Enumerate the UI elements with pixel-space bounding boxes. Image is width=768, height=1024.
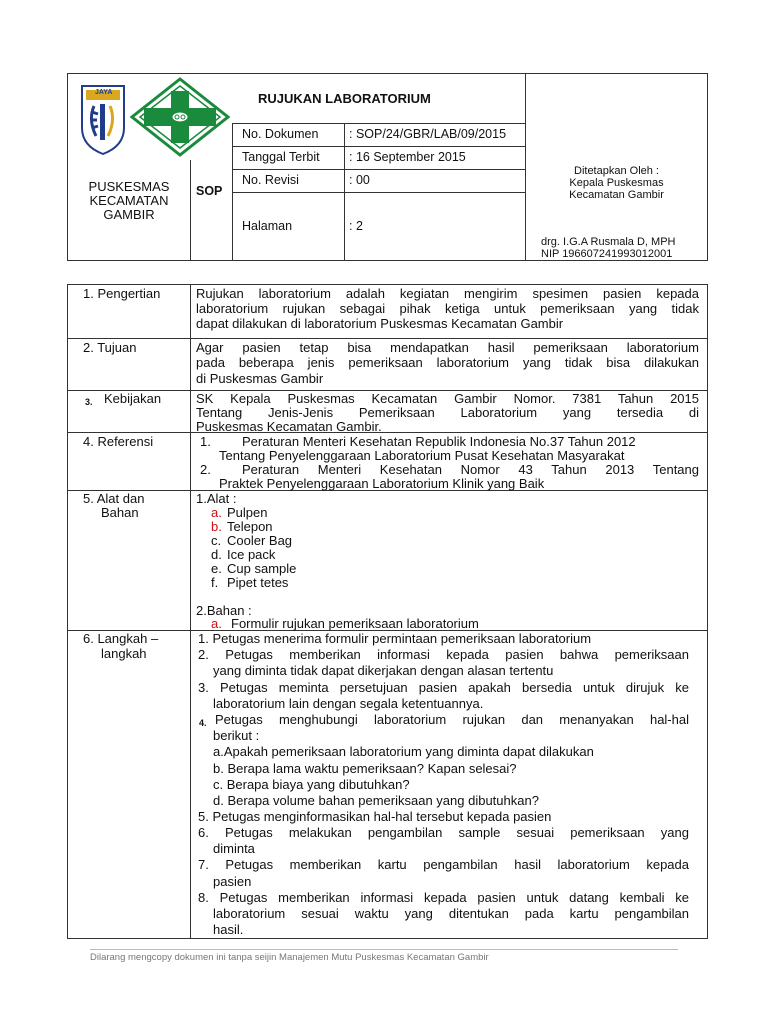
alat-item-letter: e. — [211, 561, 222, 576]
bahan-title: 2.Bahan : — [196, 603, 252, 618]
langkah-line: a.Apakah pemeriksaan laboratorium yang diminta dapat dilakukan — [213, 744, 594, 759]
pengertian-line3: dapat dilakukan di laboratorium Puskesmas Kecamatan Gambir — [196, 316, 564, 331]
referensi-2-num: 2. — [200, 462, 211, 477]
referensi-1-line1: Peraturan Menteri Kesehatan Republik Indonesia No.37 Tahun 2012 — [242, 434, 636, 449]
label-langkah-line1: 6. Langkah – — [83, 631, 159, 646]
langkah-line: berikut : — [213, 728, 260, 743]
org-name-line1: PUSKESMAS — [88, 179, 170, 194]
alat-item-text: Telepon — [227, 519, 273, 534]
label-pengertian: 1. Pengertian — [83, 286, 161, 301]
langkah-line: Petugas menghubungi laboratorium rujukan dan menanyakan hal-hal — [215, 712, 689, 727]
alat-item-letter: c. — [211, 533, 222, 548]
alat-item-text: Pipet tetes — [227, 575, 289, 590]
langkah-line: laboratorium sesuai waktu yang ditentukan pada kartu pengambilan — [213, 906, 689, 921]
kebijakan-line3: Puskesmas Kecamatan Gambir. — [196, 419, 382, 434]
field-label-revisi: No. Revisi — [242, 173, 299, 187]
jaya-logo — [80, 84, 126, 156]
label-kebijakan: Kebijakan — [104, 391, 162, 406]
langkah-line: d. Berapa volume bahan pemeriksaan yang dibutuhkan? — [213, 793, 539, 808]
alat-title: 1.Alat : — [196, 491, 237, 506]
label-langkah-line2: langkah — [101, 646, 147, 661]
footer-note: Dilarang mengcopy dokumen ini tanpa seijin Manajemen Mutu Puskesmas Kecamatan Gambir — [90, 952, 489, 963]
langkah-line: 3. Petugas meminta persetujuan pasien apakah bersedia untuk dirujuk ke — [198, 680, 689, 695]
langkah-line: 2. Petugas memberikan informasi kepada pasien bahwa pemeriksaan — [198, 647, 689, 662]
kebijakan-line1: SK Kepala Puskesmas Kecamatan Gambir Nomor. 7381 Tahun 2015 — [196, 391, 699, 406]
page-title: RUJUKAN LABORATORIUM — [258, 91, 431, 106]
label-tujuan: 2. Tujuan — [83, 340, 137, 355]
field-label-halaman: Halaman — [242, 219, 293, 233]
alat-item-text: Pulpen — [227, 505, 268, 520]
alat-item-letter: b. — [211, 519, 222, 534]
kebijakan-num: 3. — [85, 397, 93, 407]
langkah-line: 6. Petugas melakukan pengambilan sample sesuai pemeriksaan yang — [198, 825, 689, 840]
logo-text: JAYA — [95, 89, 113, 96]
label-alat-line1: 5. Alat dan — [83, 491, 145, 506]
langkah-line: laboratorium lain dengan segala ketentuannya. — [213, 696, 484, 711]
referensi-2-line1: Peraturan Menteri Kesehatan Nomor 43 Tahun 2013 Tentang — [242, 462, 699, 477]
org-name-line3: GAMBIR — [103, 207, 155, 222]
alat-item-letter: a. — [211, 505, 222, 520]
field-value-dokumen: : SOP/24/GBR/LAB/09/2015 — [349, 127, 507, 141]
alat-item-letter: d. — [211, 547, 222, 562]
alat-item-text: Cup sample — [227, 561, 297, 576]
tujuan-line2: pada beberapa jenis pemeriksaan laboratorium yang tidak bisa dilakukan — [196, 355, 699, 370]
field-label-tanggal: Tanggal Terbit — [242, 150, 320, 164]
field-value-halaman: : 2 — [349, 219, 363, 233]
alat-item-letter: f. — [211, 575, 219, 590]
langkah-line: 1. Petugas menerima formulir permintaan pemeriksaan laboratorium — [198, 631, 592, 646]
alat-item-text: Ice pack — [227, 547, 276, 562]
puskesmas-logo — [128, 76, 232, 158]
langkah-line: 7. Petugas memberikan kartu pengambilan hasil laboratorium kepada — [198, 857, 689, 872]
tujuan-line1: Agar pasien tetap bisa mendapatkan hasil pemeriksaan laboratorium — [196, 340, 699, 355]
label-referensi: 4. Referensi — [83, 434, 154, 449]
alat-item-text: Cooler Bag — [227, 533, 293, 548]
approval-line1: Ditetapkan Oleh : — [574, 165, 659, 177]
tujuan-line3: di Puskesmas Gambir — [196, 371, 324, 386]
langkah-line: 8. Petugas memberikan informasi kepada pasien untuk datang kembali ke — [198, 890, 689, 905]
langkah-line: 5. Petugas menginformasikan hal-hal tersebut kepada pasien — [198, 809, 552, 824]
pengertian-line2: laboratorium rujukan sebagai pihak ketiga untuk pemeriksaan yang tidak — [196, 301, 699, 316]
langkah-line: c. Berapa biaya yang dibutuhkan? — [213, 777, 410, 792]
approval-line2: Kepala Puskesmas — [569, 177, 664, 189]
langkah-line: hasil. — [213, 922, 244, 937]
field-label-dokumen: No. Dokumen — [242, 127, 319, 141]
pengertian-line1: Rujukan laboratorium adalah kegiatan mengirim spesimen pasien kepada — [196, 286, 699, 301]
langkah-line: b. Berapa lama waktu pemeriksaan? Kapan selesai? — [213, 761, 517, 776]
approval-nip: NIP 196607241993012001 — [541, 248, 673, 260]
field-value-revisi: : 00 — [349, 173, 370, 187]
referensi-2-line2: Praktek Penyelenggaraan Laboratorium Klinik yang Baik — [219, 476, 545, 491]
footer-divider — [90, 949, 678, 950]
bahan-item-text: Formulir rujukan pemeriksaan laboratorium — [231, 616, 479, 631]
kebijakan-line2: Tentang Jenis-Jenis Pemeriksaan Laboratorium yang tersedia di — [196, 405, 699, 420]
org-name-line2: KECAMATAN — [89, 193, 169, 208]
label-alat-line2: Bahan — [101, 505, 139, 520]
approval-signer: drg. I.G.A Rusmala D, MPH — [541, 236, 676, 248]
field-value-tanggal: : 16 September 2015 — [349, 150, 466, 164]
langkah-step4-num: 4. — [199, 718, 207, 728]
approval-line3: Kecamatan Gambir — [569, 189, 664, 201]
referensi-1-line2: Tentang Penyelenggaraan Laboratorium Pusat Kesehatan Masyarakat — [219, 448, 625, 463]
langkah-line: pasien — [213, 874, 252, 889]
langkah-line: yang diminta tidak dapat dikerjakan dengan alasan tertentu — [213, 663, 554, 678]
bahan-item-letter: a. — [211, 616, 222, 631]
referensi-1-num: 1. — [200, 434, 211, 449]
langkah-line: diminta — [213, 841, 255, 856]
sop-label: SOP — [196, 184, 223, 198]
